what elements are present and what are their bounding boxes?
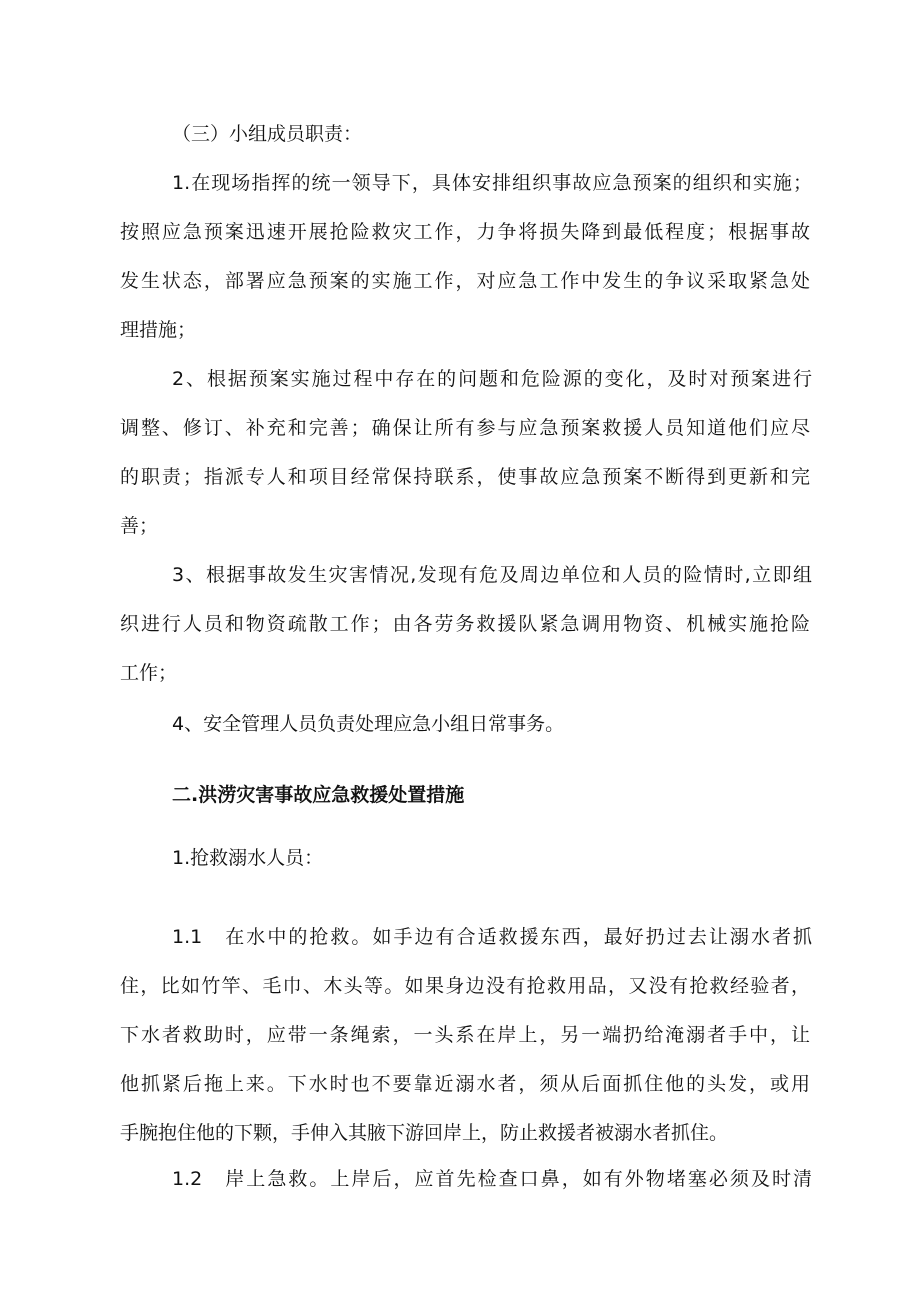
- rescue-1-line-1: 1.1 在水中的抢救。如手边有合适救援东西，最好扔过去让溺水者抓: [172, 926, 812, 948]
- heading-two: 二.洪涝灾害事故应急救援处置措施: [172, 784, 465, 806]
- paragraph-2-line-3: 的职责；指派专人和项目经常保持联系，使事故应急预案不断得到更新和完: [120, 466, 810, 488]
- paragraph-1-line-3: 发生状态，部署应急预案的实施工作，对应急工作中发生的争议采取紧急处: [120, 270, 810, 292]
- paragraph-1-line-4: 理措施；: [120, 319, 197, 341]
- paragraph-2-line-4: 善；: [120, 515, 159, 537]
- paragraph-3-line-3: 工作；: [120, 662, 178, 684]
- rescue-1-line-2: 住，比如竹竿、毛巾、木头等。如果身边没有抢救用品，又没有抢救经验者，: [120, 975, 810, 997]
- rescue-1-line-5: 手腕抱住他的下颗，手伸入其腋下游回岸上，防止救援者被溺水者抓住。: [120, 1122, 729, 1144]
- paragraph-4-line-1: 4、安全管理人员负责处理应急小组日常事务。: [172, 713, 565, 735]
- paragraph-3-line-1: 3、根据事故发生灾害情况,发现有危及周边单位和人员的险情时,立即组: [172, 564, 812, 586]
- rescue-1-line-3: 下水者救助时，应带一条绳索，一头系在岸上，另一端扔给淹溺者手中，让: [120, 1024, 810, 1046]
- rescue-1-line-4: 他抓紧后拖上来。下水时也不要靠近溺水者，须从后面抓住他的头发，或用: [120, 1073, 810, 1095]
- paragraph-3-line-2: 织进行人员和物资疏散工作；由各劳务救援队紧急调用物资、机械实施抢险: [120, 613, 810, 635]
- paragraph-2-line-2: 调整、修订、补充和完善；确保让所有参与应急预案救援人员知道他们应尽: [120, 417, 810, 439]
- paragraph-1-line-1: 1.在现场指挥的统一领导下，具体安排组织事故应急预案的组织和实施；: [172, 172, 812, 194]
- sub-heading: 1.抢救溺水人员：: [172, 847, 324, 869]
- paragraph-1-line-2: 按照应急预案迅速开展抢险救灾工作，力争将损失降到最低程度；根据事故: [120, 221, 810, 243]
- section-heading: （三）小组成员职责：: [172, 123, 363, 145]
- rescue-2-line-1: 1.2 岸上急救。上岸后，应首先检查口鼻，如有外物堵塞必须及时清: [172, 1168, 812, 1190]
- paragraph-2-line-1: 2、根据预案实施过程中存在的问题和危险源的变化，及时对预案进行: [172, 368, 812, 390]
